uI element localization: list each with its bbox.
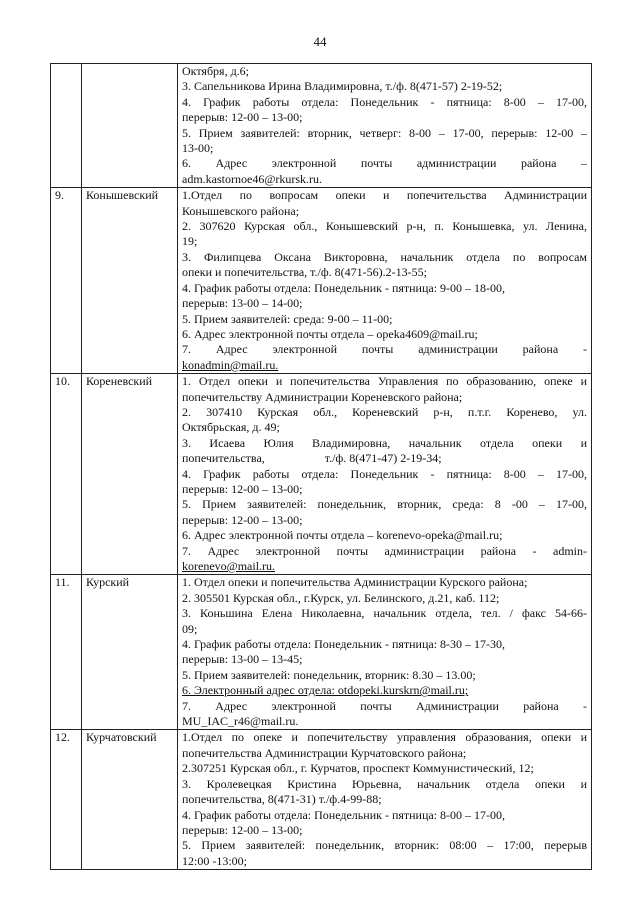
info-line: 3. Филипцева Оксана Викторовна, начальник отдела по вопросам [182, 249, 587, 264]
info-line: перерыв: 12-00 – 13-00; [182, 822, 303, 837]
info-line: 6. Адрес электронной почты отдела – korenevo-opeka@mail.ru; [182, 528, 503, 543]
info-line: перерыв: 12-00 – 13-00; [182, 481, 303, 496]
email-link[interactable]: korenevo@mail.ru. [182, 559, 276, 573]
district-info [178, 575, 592, 730]
info-line: 5. Прием заявителей: вторник, четверг: 8-00 – 17-00, перерыв: 12-00 – [182, 125, 587, 140]
district-info [178, 730, 592, 870]
table-row [51, 575, 592, 730]
info-line: 12:00 -13:00; [182, 853, 247, 868]
info-line: перерыв: 12-00 – 13-00; [182, 512, 303, 527]
table-row [51, 730, 592, 870]
info-line: 4. График работы отдела: Понедельник - пятница: 8-00 – 17-00, [182, 94, 587, 109]
info-line: 7. Адрес электронной почты администрации района - [182, 342, 587, 357]
info-line: 7. Адрес электронной почты администрации района - admin- [182, 543, 587, 558]
info-line: 1. Отдел опеки и попечительства Управления по образованию, опеке и [182, 374, 587, 389]
email-line: MU_IAC_r46@mail.ru. [182, 714, 299, 729]
info-line: перерыв: 12-00 – 13-00; [182, 110, 303, 125]
info-line: 2. 305501 Курская обл., г.Курск, ул. Белинского, д.21, каб. 112; [182, 590, 500, 605]
info-line: опеки и попечительства, т./ф. 8(471-56).2-13-55; [182, 265, 427, 280]
info-line: 6. Адрес электронной почты администрации района – [182, 156, 587, 171]
info-line: попечительства, т./ф. 8(471-47) 2-19-34; [182, 451, 442, 466]
district-name: Курчатовский [82, 730, 178, 870]
info-line: Октября, д.6; [182, 64, 250, 78]
district-name [82, 64, 178, 188]
info-line: 6. Адрес электронной почты отдела – opeka4609@mail.ru; [182, 326, 478, 341]
row-number: 11. [51, 575, 82, 730]
info-line: 1. Отдел опеки и попечительства Администрации Курского района; [182, 575, 528, 590]
district-name: Конышевский [82, 188, 178, 374]
info-line: Конышевского района; [182, 203, 300, 218]
info-line: 4. График работы отдела: Понедельник - пятница: 8-00 – 17-00, [182, 466, 587, 481]
district-name: Кореневский [82, 374, 178, 575]
district-info [178, 374, 592, 575]
info-line: 09; [182, 621, 198, 636]
info-line: 4. График работы отдела: Понедельник - пятница: 8-00 – 17-00, [182, 807, 506, 822]
info-line: 3. Кролевецкая Кристина Юрьевна, начальник отдела опеки и [182, 776, 587, 791]
table-row [51, 374, 592, 575]
info-line: 2. 307620 Курская обл., Конышевский р-н, п. Конышевка, ул. Ленина, [182, 219, 587, 234]
district-info [178, 188, 592, 374]
info-line: 2.307251 Курская обл., г. Курчатов, проспект Коммунистический, 12; [182, 761, 534, 776]
info-line: 2. 307410 Курская обл., Кореневский р-н, п.т.г. Коренево, ул. [182, 404, 587, 419]
info-line: 19; [182, 234, 198, 249]
info-line: 3. Сапельникова Ирина Владимировна, т./ф. 8(471-57) 2-19-52; [182, 79, 503, 94]
district-info [178, 64, 592, 188]
info-line: 4. График работы отдела: Понедельник - пятница: 9-00 – 18-00, [182, 280, 506, 295]
table-row [51, 188, 592, 374]
email-line: adm.kastornoe46@rkursk.ru. [182, 171, 323, 186]
info-line: попечительства Администрации Курчатовского района; [182, 745, 467, 760]
table-row [51, 64, 592, 188]
info-line: 3. Исаева Юлия Владимировна, начальник отдела опеки и [182, 435, 587, 450]
row-number: 10. [51, 374, 82, 575]
info-line: перерыв: 13-00 – 13-45; [182, 652, 303, 667]
info-line: 3. Коньшина Елена Николаевна, начальник отдела, тел. / факс 54-66- [182, 606, 587, 621]
email-link[interactable]: konadmin@mail.ru. [182, 357, 279, 372]
row-number [51, 64, 82, 188]
info-line: 1.Отдел по вопросам опеки и попечительства Администрации [182, 188, 587, 203]
info-line: Октябрьская, д. 49; [182, 420, 280, 435]
district-table [50, 63, 592, 870]
info-line: 4. График работы отдела: Понедельник - пятница: 8-30 – 17-30, [182, 637, 506, 652]
row-number: 9. [51, 188, 82, 374]
info-line: 1.Отдел по опеке и попечительству управления образования, опеки и [182, 730, 587, 745]
info-line: 7. Адрес электронной почты Администрации района - [182, 698, 587, 713]
info-line: 5. Прием заявителей: понедельник, вторник, среда: 8 -00 – 17-00, [182, 497, 587, 512]
info-line: попечительства, 8(471-31) т./ф.4-99-88; [182, 792, 382, 807]
info-line: 5. Прием заявителей: среда: 9-00 – 11-00; [182, 311, 393, 326]
info-line: попечительству Администрации Кореневского района; [182, 389, 463, 404]
email-link[interactable]: 6. Электронный адрес отдела: otdopeki.kurskrn@mail.ru; [182, 683, 469, 698]
info-line: 5. Прием заявителей: понедельник, вторник: 8.30 – 13.00; [182, 667, 476, 682]
district-name: Курский [82, 575, 178, 730]
info-line: перерыв: 13-00 – 14-00; [182, 296, 303, 311]
row-number: 12. [51, 730, 82, 870]
info-line: 13-00; [182, 141, 214, 156]
page-number: 44 [313, 34, 327, 49]
info-line: 5. Прием заявителей: понедельник, вторник: 08:00 – 17:00, перерыв [182, 838, 587, 853]
